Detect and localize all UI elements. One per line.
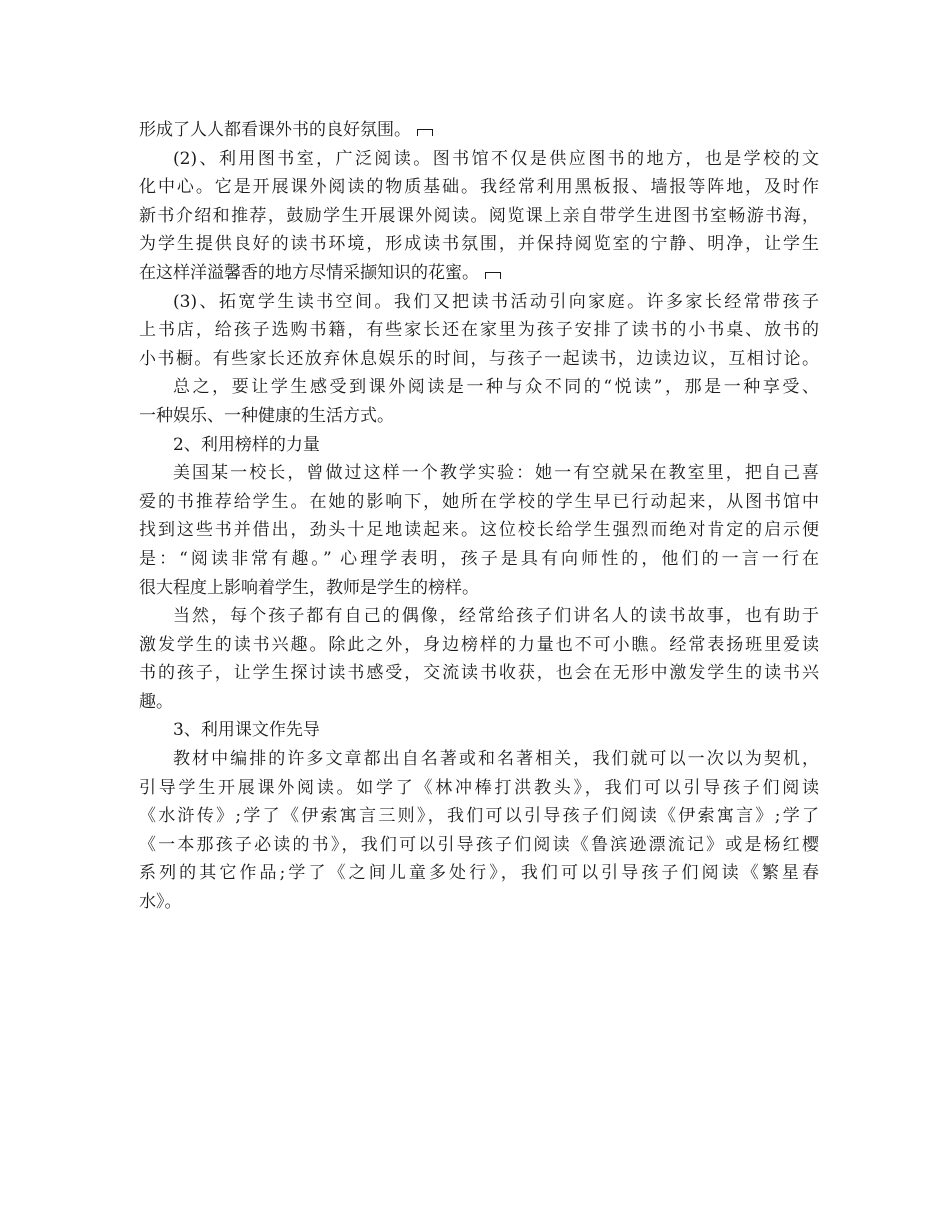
line-text: 新书介绍和推荐，鼓励学生开展课外阅读。阅览课上亲自带学生进图书室畅游书海， <box>139 205 819 226</box>
text-line <box>139 602 819 631</box>
text-line <box>139 688 819 717</box>
line-text: (2)、利用图书室，广泛阅读。图书馆不仅是供应图书的地方，也是学校的文 <box>173 148 819 169</box>
text-line <box>139 802 819 831</box>
text-line <box>139 745 819 774</box>
line-text: 是：“阅读非常有趣。” 心理学表明，孩子是具有向师性的，他们的一言一行在 <box>139 548 819 569</box>
text-line <box>139 859 819 888</box>
text-line <box>139 545 819 574</box>
line-text: 化中心。它是开展课外阅读的物质基础。我经常利用黑板报、墙报等阵地，及时作 <box>139 177 819 198</box>
text-line <box>139 402 819 431</box>
text-line <box>139 230 819 259</box>
text-line <box>139 459 819 488</box>
text-line <box>139 145 819 174</box>
text-line <box>139 774 819 803</box>
text-line <box>139 574 819 603</box>
line-text: 一种娱乐、一种健康的生活方式。 <box>139 405 394 426</box>
line-text: 3、利用课文作先导 <box>173 720 320 741</box>
text-line <box>139 516 819 545</box>
line-text: 在这样洋溢馨香的地方尽情采撷知识的花蜜。 <box>139 262 479 283</box>
text-line <box>139 831 819 860</box>
line-text: 小书橱。有些家长还放弃休息娱乐的时间，与孩子一起读书，边读边议，互相讨论。 <box>139 348 819 369</box>
text-line <box>139 288 819 317</box>
text-line <box>139 373 819 402</box>
text-line <box>139 316 819 345</box>
line-text: 《一本那孩子必读的书》，我们可以引导孩子们阅读《鲁滨逊漂流记》或是杨红樱 <box>139 834 819 855</box>
text-line <box>139 659 819 688</box>
line-text: 水》。 <box>139 892 182 913</box>
line-text: (3)、拓宽学生读书空间。我们又把读书活动引向家庭。许多家长经常带孩子 <box>173 291 819 312</box>
line-text: 教材中编排的许多文章都出自名著或和名著相关，我们就可以一次以为契机， <box>173 749 819 770</box>
line-text: 当然，每个孩子都有自己的偶像，经常给孩子们讲名人的读书故事，也有助于 <box>173 606 819 627</box>
text-line <box>139 888 819 917</box>
text-line <box>139 345 819 374</box>
line-text: 2、利用榜样的力量 <box>173 434 320 455</box>
line-text: 引导学生开展课外阅读。如学了《林冲棒打洪教头》，我们可以引导孩子们阅读 <box>139 777 819 798</box>
text-line <box>139 488 819 517</box>
line-text: 趣。 <box>139 691 173 712</box>
line-text: 很大程度上影响着学生，教师是学生的榜样。 <box>139 577 479 598</box>
text-line <box>139 716 819 745</box>
line-text: 上书店，给孩子选购书籍，有些家长还在家里为孩子安排了读书的小书桌、放书的 <box>139 320 819 341</box>
document-body <box>139 116 819 917</box>
line-text: 书的孩子，让学生探讨读书感受，交流读书收获，也会在无形中激发学生的读书兴 <box>139 663 819 684</box>
line-text: 《水浒传》;学了《伊索寓言三则》，我们可以引导孩子们阅读《伊索寓言》;学了 <box>139 806 819 827</box>
text-line <box>139 173 819 202</box>
line-text: 为学生提供良好的读书环境，形成读书氛围，并保持阅览室的宁静、明净，让学生 <box>139 234 819 255</box>
line-text: 系列的其它作品;学了《之间儿童多处行》，我们可以引导孩子们阅读《繁星春 <box>139 863 819 884</box>
line-text: 找到这些书并借出，劲头十足地读起来。这位校长给学生强烈而绝对肯定的启示便 <box>139 520 819 541</box>
line-text: 激发学生的读书兴趣。除此之外，身边榜样的力量也不可小瞧。经常表扬班里爱读 <box>139 634 819 655</box>
line-text: 形成了人人都看课外书的良好氛围。 <box>139 120 411 140</box>
line-text: 爱的书推荐给学生。在她的影响下，她所在学校的学生早已行动起来，从图书馆中 <box>139 491 819 512</box>
text-line <box>139 259 819 288</box>
bracket-mark-icon <box>417 129 433 136</box>
text-line <box>139 202 819 231</box>
text-line <box>139 116 819 145</box>
text-line <box>139 431 819 460</box>
text-line <box>139 631 819 660</box>
line-text: 总之，要让学生感受到课外阅读是一种与众不同的“悦读”，那是一种享受、 <box>173 377 819 398</box>
bracket-mark-icon <box>485 272 501 279</box>
line-text: 美国某一校长，曾做过这样一个教学实验：她一有空就呆在教室里，把自己喜 <box>173 463 819 484</box>
